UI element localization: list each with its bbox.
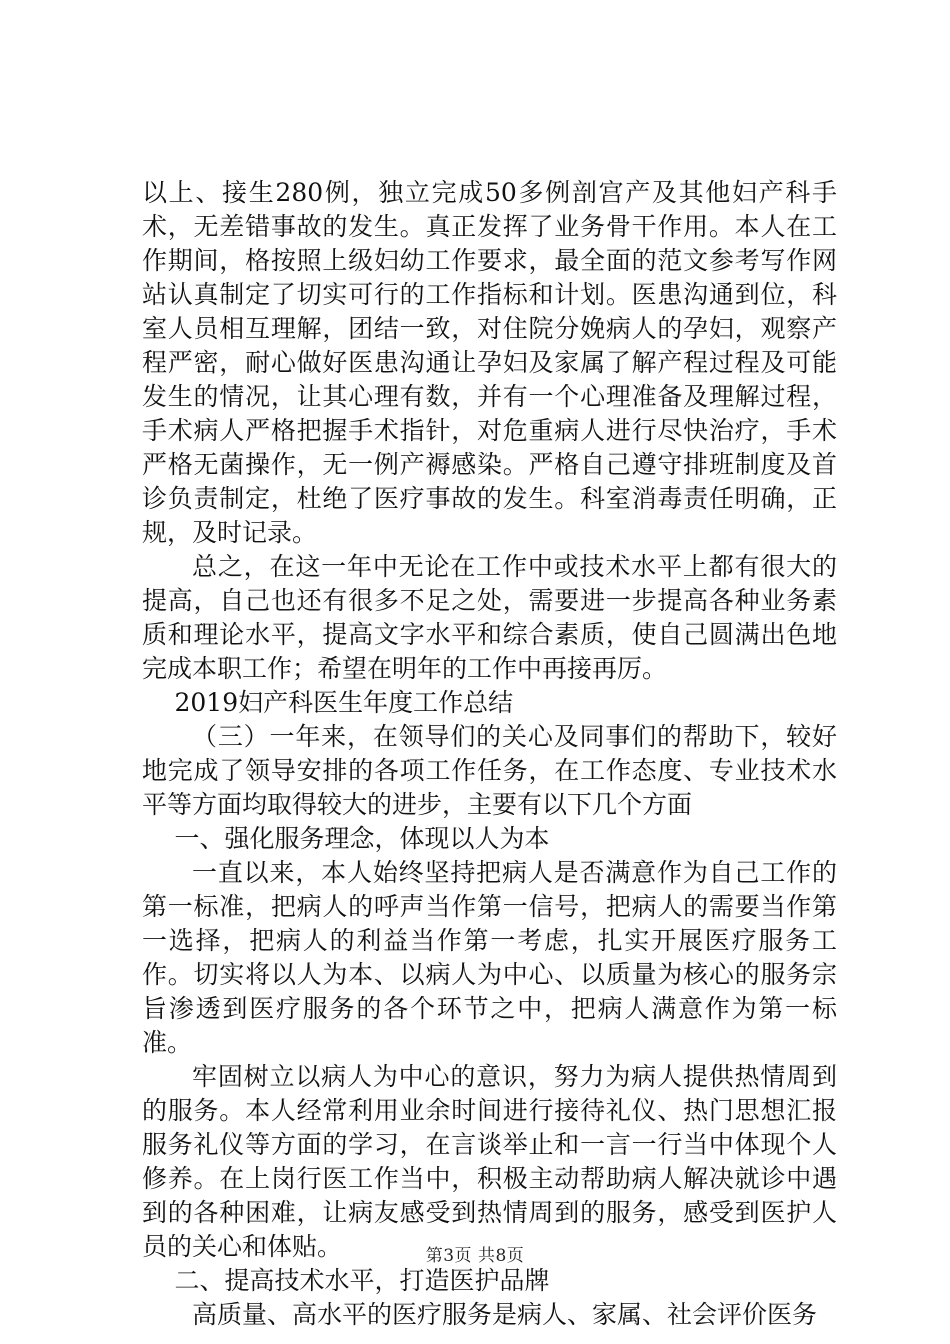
paragraph-6: 高质量、高水平的医疗服务是病人、家属、社会评价医务 — [192, 1300, 818, 1329]
page-footer: 第3页 共8页 — [425, 1246, 525, 1266]
paragraph-4: 一直以来，本人始终坚持把病人是否满意作为自己工作的第一标准，把病人的呼声当作第一信号，把病人的需要当作第一选择，把病人的利益当作第一考虑，扎实开展医疗服务工作。切实将以人为本、以病人为中心、以质量为核心的服务宗旨渗透到医疗服务的各个环节之中，把病人满意作为第一标准。 — [142, 858, 837, 1057]
section-heading-2: 二、提高技术水平，打造医护品牌 — [174, 1266, 550, 1295]
paragraph-3: （三）一年来，在领导们的关心及同事们的帮助下，较好地完成了领导安排的各项工作任务，在工作态度、专业技术水平等方面均取得较大的进步，主要有以下几个方面 — [142, 722, 837, 819]
section-title: 2019妇产科医生年度工作总结 — [174, 688, 514, 717]
paragraph-2: 总之，在这一年中无论在工作中或技术水平上都有很大的提高，自己也还有很多不足之处，需要进一步提高各种业务素质和理论水平，提高文字水平和综合素质，使自己圆满出色地完成本职工作；希望在明年的工作中再接再厉。 — [142, 552, 837, 683]
paragraph-1: 以上、接生280例，独立完成50多例剖宫产及其他妇产科手术，无差错事故的发生。真正发挥了业务骨干作用。本人在工作期间，格按照上级妇幼工作要求，最全面的范文参考写作网站认真制定了切实可行的工作指标和计划。医患沟通到位，科室人员相互理解，团结一致，对住院分娩病人的孕妇，观察产程严密，耐心做好医患沟通让孕妇及家属了解产程过程及可能发生的情况，让其心理有数，并有一个心理准备及理解过程，手术病人严格把握手术指针，对危重病人进行尽快治疗，手术严格无菌操作，无一例产褥感染。严格自己遵守排班制度及首诊负责制定，杜绝了医疗事故的发生。科室消毒责任明确，正规，及时记录。 — [142, 178, 837, 547]
document-body — [142, 176, 837, 1332]
paragraph-5: 牢固树立以病人为中心的意识，努力为病人提供热情周到的服务。本人经常利用业余时间进行接待礼仪、热门思想汇报服务礼仪等方面的学习，在言谈举止和一言一行当中体现个人修养。在上岗行医工作当中，积极主动帮助病人解决就诊中遇到的各种困难，让病友感受到热情周到的服务，感受到医护人员的关心和体贴。 — [142, 1062, 837, 1261]
section-heading-1: 一、强化服务理念，体现以人为本 — [174, 824, 550, 853]
